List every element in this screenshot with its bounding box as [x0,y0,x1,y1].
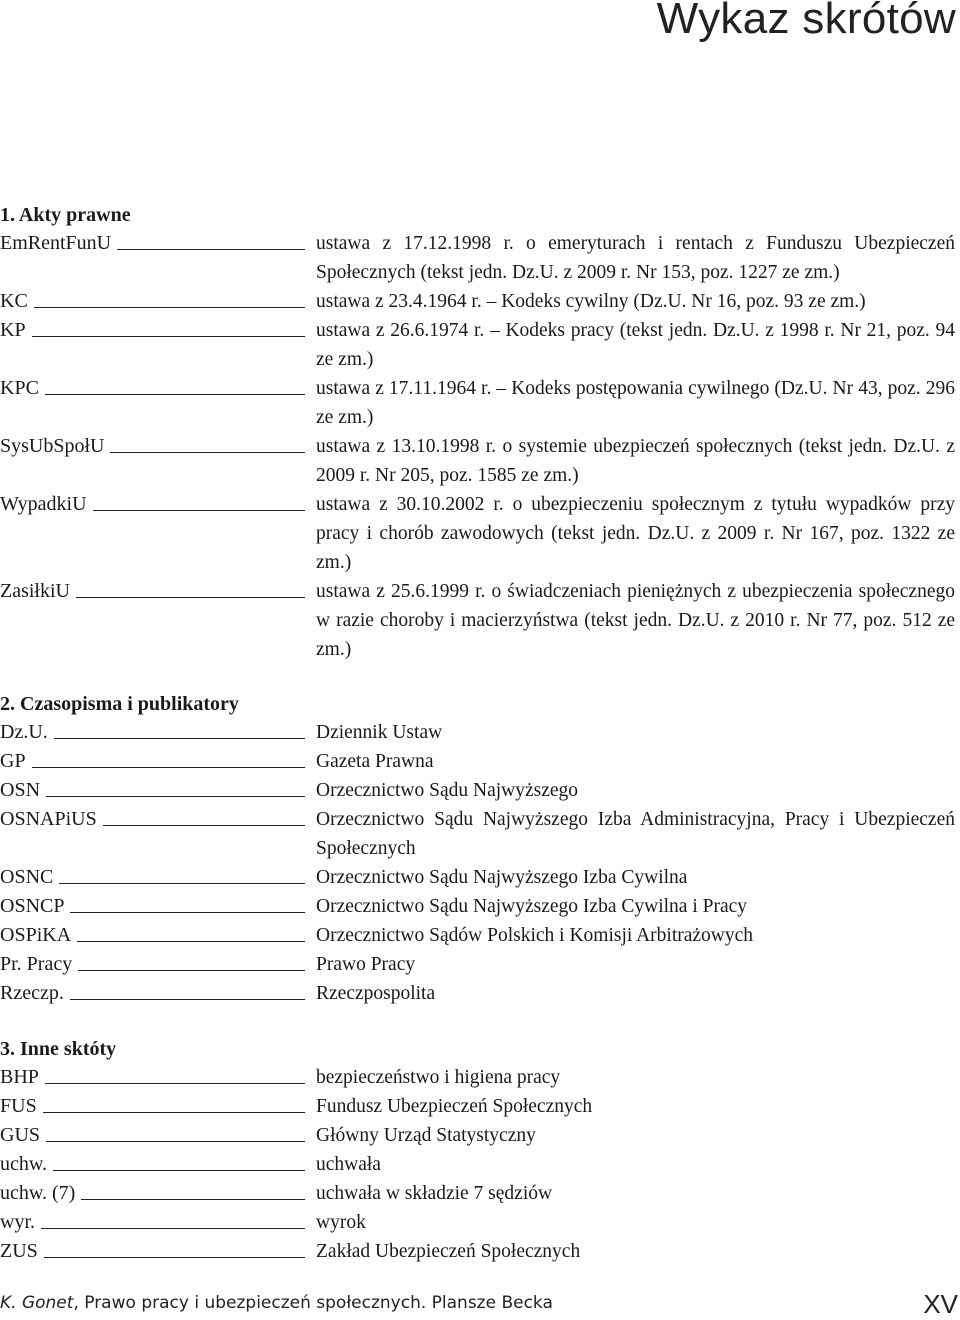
abbreviation: OSPiKA [0,924,72,946]
definition: Prawo Pracy [316,954,416,975]
abbreviation: GUS [0,1124,41,1146]
definition: Dziennik Ustaw [316,722,443,743]
definition: Orzecznictwo Sądu Najwyższego [316,780,579,801]
abbreviation: EmRentFunU [0,232,112,254]
definition: ustawa z 25.6.1999 r. o świadczeniach pieniężnych z ubezpieczenia społecznego w razie choroby i macierzyństwa (tekst jedn. Dz.U. z 2010 r. Nr 77, poz. 512 ze zm.) [316,581,955,660]
definition: Rzeczpospolita [316,983,436,1004]
abbreviation-entry [0,718,960,747]
definition: Orzecznictwo Sądu Najwyższego Izba Cywilna [316,867,688,888]
footer-author: K. Gonet [0,1293,74,1313]
abbreviation-entry [0,979,960,1008]
leader-line [59,883,305,884]
leader-line [54,738,305,739]
leader-line [45,394,305,395]
leader-line [44,1257,305,1258]
abbreviation: OSNCP [0,895,65,917]
leader-line [77,941,305,942]
leader-line [70,912,305,913]
abbreviation-entry [0,863,960,892]
section-journals [0,690,960,1008]
abbreviation: wyr. [0,1211,35,1233]
abbreviation: BHP [0,1066,39,1088]
abbreviation-entry [0,747,960,776]
page-title: Wykaz skrótów [656,0,956,43]
definition: ustawa z 13.10.1998 r. o systemie ubezpieczeń społecznych (tekst jedn. Dz.U. z 2009 r. Nr 205, poz. 1585 ze zm.) [316,436,955,486]
leader-line [81,1199,305,1200]
definition: Orzecznictwo Sądu Najwyższego Izba Administracyjna, Pracy i Ubezpieczeń Społecznych [316,809,955,859]
abbreviation-entry [0,1179,960,1208]
leader-line [41,1228,305,1229]
page-number: XV [923,1289,958,1319]
leader-line [32,767,305,768]
definition: ustawa z 17.11.1964 r. – Kodeks postępowania cywilnego (Dz.U. Nr 43, poz. 296 ze zm.) [316,378,955,428]
leader-line [117,249,305,250]
definition: Fundusz Ubezpieczeń Społecznych [316,1096,593,1117]
footer-citation [0,1293,553,1313]
leader-line [110,452,305,453]
leader-line [45,1083,305,1084]
abbreviation: GP [0,750,26,772]
abbreviation: Pr. Pracy [0,953,73,975]
abbreviation: KP [0,319,26,341]
abbreviation-entry [0,490,960,577]
leader-line [43,1112,305,1113]
abbreviation: uchw. [0,1153,48,1175]
definition: uchwała [316,1154,381,1175]
abbreviation: Rzeczp. [0,982,64,1004]
section-legal-acts [0,201,960,664]
abbreviation-entry [0,950,960,979]
abbreviation: KPC [0,377,39,399]
abbreviation: OSN [0,779,41,801]
leader-line [32,336,305,337]
abbreviation-entry [0,1150,960,1179]
section-heading: 2. Czasopisma i publikatory [0,693,239,715]
footer-book-title: , Prawo pracy i ubezpieczeń społecznych. Plansze Becka [73,1293,553,1313]
leader-line [78,970,305,971]
abbreviation-entry [0,776,960,805]
abbreviation-entry [0,1092,960,1121]
abbreviation: KC [0,290,28,312]
leader-line [93,510,305,511]
definition: Gazeta Prawna [316,751,434,772]
abbreviation: ZUS [0,1240,38,1262]
abbreviation: OSNC [0,866,54,888]
leader-line [34,307,305,308]
section-other-abbreviations [0,1035,960,1266]
definition: ustawa z 26.6.1974 r. – Kodeks pracy (tekst jedn. Dz.U. z 1998 r. Nr 21, poz. 94 ze zm.) [316,320,955,370]
definition: ustawa z 30.10.2002 r. o ubezpieczeniu społecznym z tytułu wypadków przy pracy i chorób zawodowych (tekst jedn. Dz.U. z 2009 r. Nr 167, poz. 1322 ze zm.) [316,494,955,573]
leader-line [103,825,305,826]
leader-line [46,796,305,797]
abbreviation-entry [0,1208,960,1237]
abbreviation: FUS [0,1095,37,1117]
abbreviation-entry [0,805,960,863]
abbreviation-entry [0,432,960,490]
definition: ustawa z 23.4.1964 r. – Kodeks cywilny (Dz.U. Nr 16, poz. 93 ze zm.) [316,291,866,312]
abbreviation-entry [0,1121,960,1150]
abbreviation-entry [0,921,960,950]
abbreviation: Dz.U. [0,721,48,743]
section-heading: 1. Akty prawne [0,204,131,226]
abbreviation-entry [0,316,960,374]
abbreviation: WypadkiU [0,493,87,515]
abbreviation: uchw. (7) [0,1182,76,1204]
abbreviation-entry [0,287,960,316]
abbreviation: OSNAPiUS [0,808,97,830]
abbreviation-entry [0,892,960,921]
abbreviation-entry [0,1237,960,1266]
definition: Orzecznictwo Sądów Polskich i Komisji Arbitrażowych [316,925,754,946]
abbreviation: SysUbSpołU [0,435,105,457]
abbreviation-entry [0,229,960,287]
definition: ustawa z 17.12.1998 r. o emeryturach i rentach z Funduszu Ubezpieczeń Społecznych (tekst jedn. Dz.U. z 2009 r. Nr 153, poz. 1227 ze zm.) [316,233,955,283]
leader-line [53,1170,305,1171]
definition: bezpieczeństwo i higiena pracy [316,1067,561,1088]
abbreviation-entry [0,577,960,664]
definition: uchwała w składzie 7 sędziów [316,1183,553,1204]
leader-line [46,1141,305,1142]
definition: wyrok [316,1212,366,1233]
abbreviation-entry [0,1063,960,1092]
definition: Główny Urząd Statystyczny [316,1125,536,1146]
page-footer [0,1289,960,1319]
section-heading: 3. Inne sktóty [0,1038,117,1060]
abbreviation: ZasiłkiU [0,580,70,602]
leader-line [70,999,305,1000]
definition: Orzecznictwo Sądu Najwyższego Izba Cywilna i Pracy [316,896,748,917]
leader-line [76,597,305,598]
definition: Zakład Ubezpieczeń Społecznych [316,1241,581,1262]
abbreviation-entry [0,374,960,432]
